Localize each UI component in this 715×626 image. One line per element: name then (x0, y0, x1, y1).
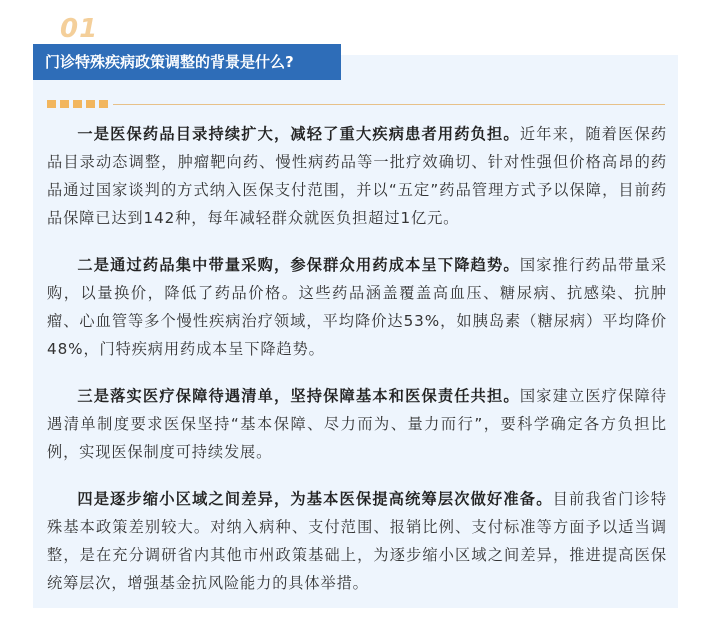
dot-icon (86, 100, 95, 108)
article-body (47, 120, 667, 616)
paragraph-4 (47, 485, 667, 597)
section-number: 01 (60, 14, 99, 44)
divider-line (113, 104, 665, 105)
dot-icon (99, 100, 108, 108)
paragraph-lead: 二是通过药品集中带量采购，参保群众用药成本呈下降趋势。 (77, 256, 520, 274)
paragraph-1 (47, 120, 667, 232)
paragraph-text: 国家建立医疗保障待遇清单制度要求医保坚持“基本保障、尽力而为、量力而行”，要科学确定各方负担比例，实现医保制度可持续发展。 (47, 387, 667, 461)
paragraph-2 (47, 251, 667, 363)
dot-icon (47, 100, 56, 108)
paragraph-lead: 四是逐步缩小区域之间差异，为基本医保提高统筹层次做好准备。 (77, 490, 553, 508)
paragraph-text: 目前我省门诊特殊基本政策差别较大。对纳入病种、支付范围、报销比例、支付标准等方面予以适当调整，是在充分调研省内其他市州政策基础上，为逐步缩小区域之间差异，推进提高医保统筹层次，增强基金抗风险能力的具体举措。 (47, 490, 667, 592)
paragraph-lead: 三是落实医疗保障待遇清单，坚持保障基本和医保责任共担。 (77, 387, 520, 405)
paragraph-text: 近年来，随着医保药品目录动态调整，肿瘤靶向药、慢性病药品等一批疗效确切、针对性强但价格高昂的药品通过国家谈判的方式纳入医保支付范围，并以“五定”药品管理方式予以保障，目前药品保障已达到142种，每年减轻群众就医负担超过1亿元。 (47, 125, 667, 227)
paragraph-text: 国家推行药品带量采购，以量换价，降低了药品价格。这些药品涵盖覆盖高血压、糖尿病、抗感染、抗肿瘤、心血管等多个慢性疾病治疗领域，平均降价达53%，如胰岛素（糖尿病）平均降价48%，门特疾病用药成本呈下降趋势。 (47, 256, 667, 358)
dot-icon (60, 100, 69, 108)
paragraph-lead: 一是医保药品目录持续扩大，减轻了重大疾病患者用药负担。 (77, 125, 520, 143)
dot-icon (73, 100, 82, 108)
section-title: 门诊特殊疾病政策调整的背景是什么? (33, 44, 341, 80)
decorative-dots (47, 100, 108, 108)
paragraph-3 (47, 382, 667, 466)
